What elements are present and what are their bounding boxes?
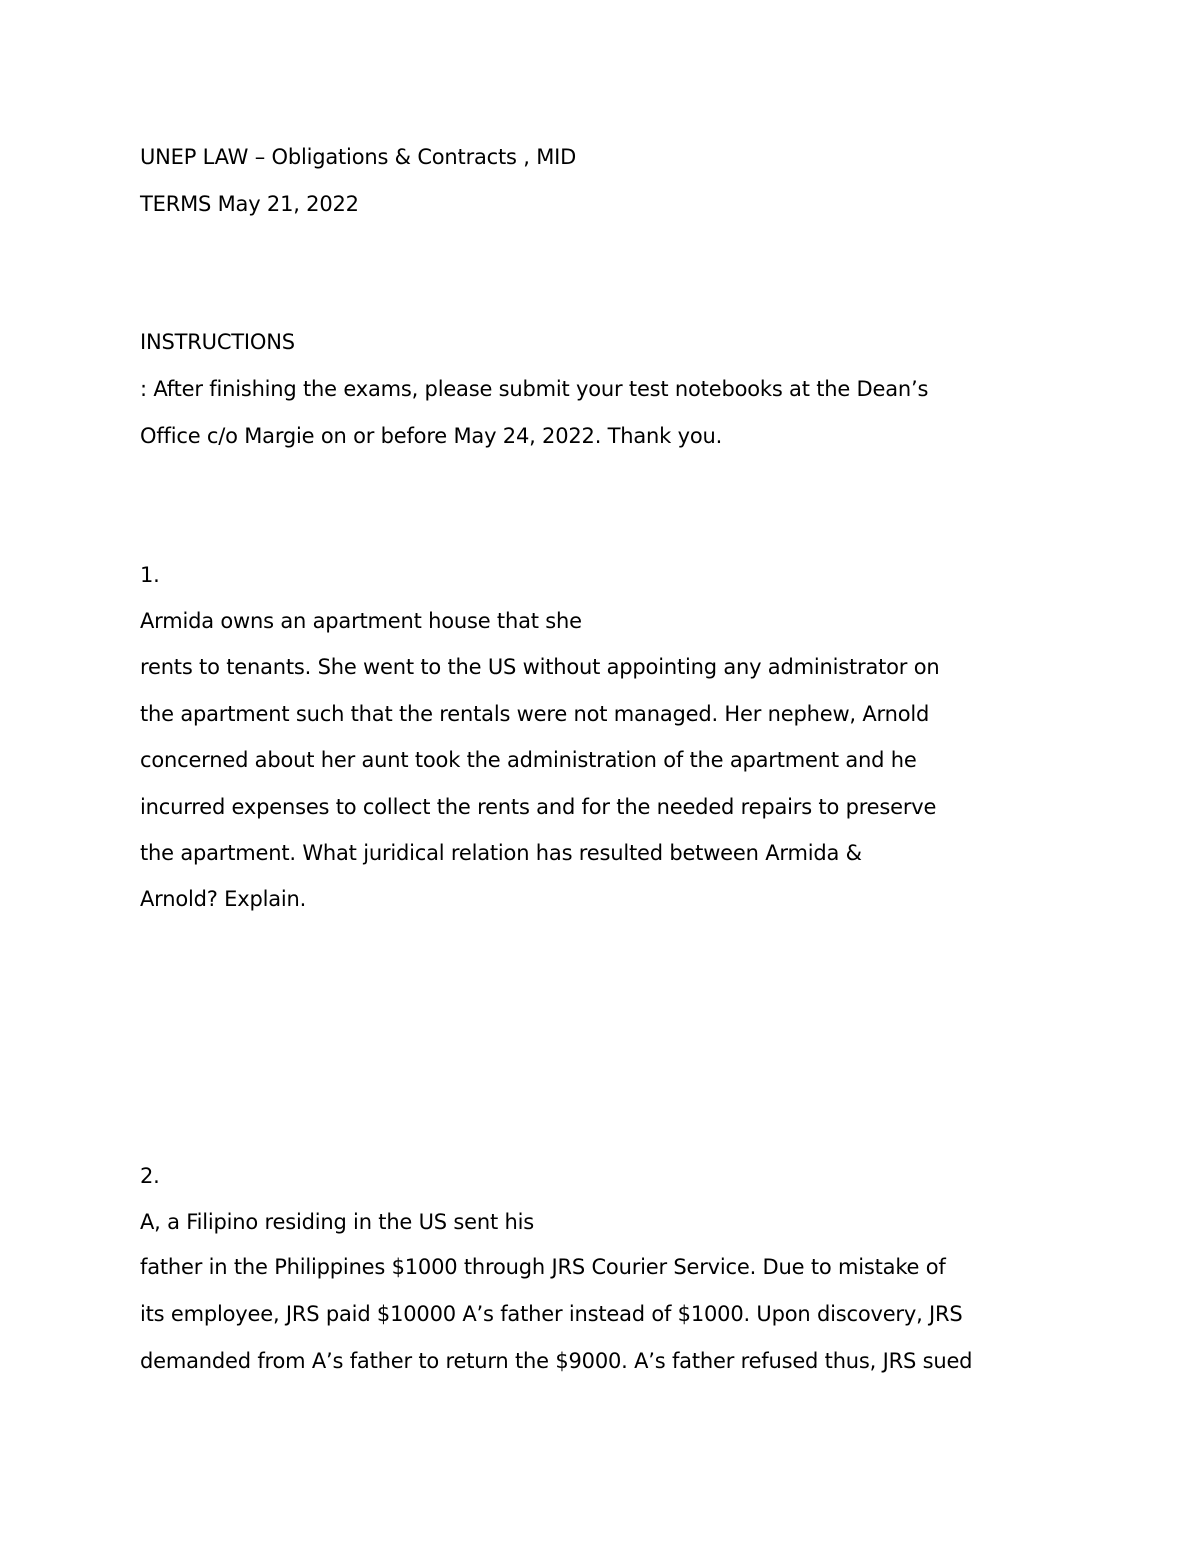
question-1-text-line: the apartment. What juridical relation has resulted between Armida & (140, 841, 862, 865)
instructions-text-line: : After finishing the exams, please submit your test notebooks at the Dean’s (140, 377, 929, 401)
question-1-number: 1. (140, 563, 160, 587)
question-1-text-line: rents to tenants. She went to the US without appointing any administrator on (140, 655, 940, 679)
instructions-text-line: Office c/o Margie on or before May 24, 2022. Thank you. (140, 424, 723, 448)
exam-date: TERMS May 21, 2022 (140, 192, 359, 216)
question-2-text-line: demanded from A’s father to return the $9000. A’s father refused thus, JRS sued (140, 1349, 973, 1373)
question-2-text-line: its employee, JRS paid $10000 A’s father instead of $1000. Upon discovery, JRS (140, 1302, 963, 1326)
question-1-text-line: the apartment such that the rentals were not managed. Her nephew, Arnold (140, 702, 930, 726)
exam-title: UNEP LAW – Obligations & Contracts , MID (140, 145, 577, 169)
question-2-text-line: A, a Filipino residing in the US sent his (140, 1210, 534, 1234)
question-1-text-line: Armida owns an apartment house that she (140, 609, 582, 633)
question-2-number: 2. (140, 1164, 160, 1188)
instructions-heading: INSTRUCTIONS (140, 330, 295, 354)
question-1-text-line: Arnold? Explain. (140, 887, 307, 911)
question-1-text-line: concerned about her aunt took the administration of the apartment and he (140, 748, 917, 772)
question-1-text-line: incurred expenses to collect the rents and for the needed repairs to preserve (140, 795, 937, 819)
question-2-text-line: father in the Philippines $1000 through JRS Courier Service. Due to mistake of (140, 1255, 946, 1279)
